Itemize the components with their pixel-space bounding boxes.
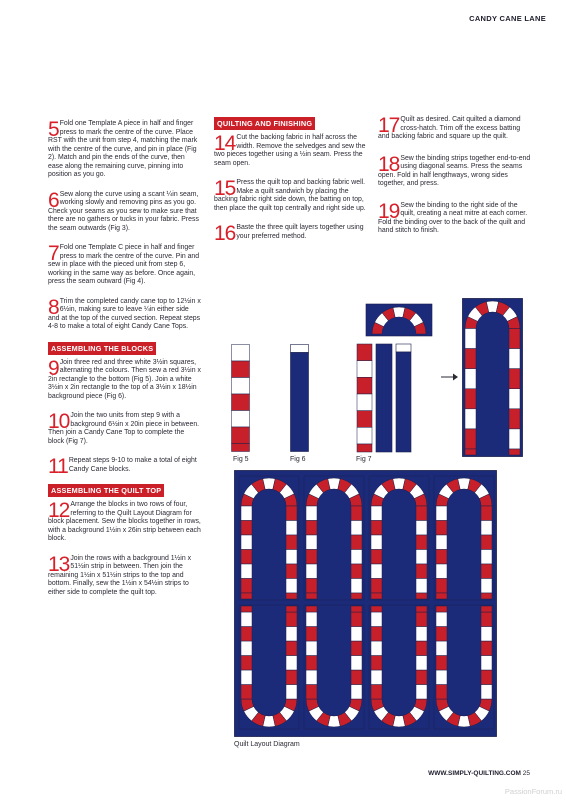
strip-square xyxy=(436,521,447,536)
strip-square xyxy=(306,670,317,685)
column-3 xyxy=(378,116,533,236)
strip-square xyxy=(436,550,447,565)
strip-square xyxy=(286,612,297,627)
strip-bottom xyxy=(371,606,382,612)
strip-square xyxy=(416,670,427,685)
strip-square xyxy=(306,685,317,700)
quilt-layout-label: Quilt Layout Diagram xyxy=(234,741,300,748)
step-17 xyxy=(378,116,533,142)
step-text: Press the quilt top and backing fabric well. Make a quilt sandwich by placing the backing fabric right side down, the batting on top, then place the quilt top centrally and right side up. xyxy=(214,179,366,212)
strip-square xyxy=(371,550,382,565)
step-text: Fold one Template A piece in half and finger press to mark the centre of the curve. Place RST with the unit from step 4, matching the mark with the centre of the curve, and pin in place (Fig 2). Match and pin the ends of the curve, then ease along the remaining curve, pinning into position as you go. xyxy=(48,120,198,178)
strip-square xyxy=(481,579,492,594)
strip-bottom xyxy=(436,606,447,612)
fig6-navy-background xyxy=(291,353,309,452)
strip-square xyxy=(351,612,362,627)
strip-square xyxy=(436,535,447,550)
strip-square xyxy=(286,641,297,656)
step-text: Fold one Template C piece in half and finger press to mark the centre of the curve. Pin and sew in place with the pieced unit from step 6, working in the same way as before. Once again, press the seam outward (Fig 4). xyxy=(48,244,200,285)
step-text: Cut the backing fabric in half across the width. Remove the selvedges and sew the two pieces together using a ½in seam. Press the seam open. xyxy=(214,134,366,167)
step-number: 17 xyxy=(378,114,400,137)
step-number: 15 xyxy=(214,177,236,200)
strip-bottom xyxy=(351,606,362,612)
step-text: Arrange the blocks in two rows of four, referring to the Quilt Layout Diagram for block placement. Sew the blocks together in rows, with a background 1½in x 26in strip between each block. xyxy=(48,501,201,542)
strip-square xyxy=(232,361,250,378)
strip-square xyxy=(436,670,447,685)
strip-bottom xyxy=(416,593,427,599)
step-number: 13 xyxy=(48,552,70,576)
strip-square xyxy=(416,685,427,700)
quilt-block xyxy=(434,476,494,600)
strip-square xyxy=(481,670,492,685)
strip-square xyxy=(465,369,476,389)
step-text: Trim the completed candy cane top to 12½in x 6½in, making sure to leave ¼in either side and at the top of the curved section. Repeat steps 4-8 to make a total of eight Candy Cane Tops. xyxy=(48,297,201,330)
strip-square xyxy=(357,344,372,361)
strip-square xyxy=(286,521,297,536)
strip-square xyxy=(416,550,427,565)
strip-square xyxy=(357,394,372,411)
quilt-block xyxy=(304,605,364,729)
step-6 xyxy=(48,188,201,234)
strip-square xyxy=(481,564,492,579)
strip-square xyxy=(286,627,297,642)
strip-square xyxy=(241,656,252,671)
strip-bottom xyxy=(481,606,492,612)
step-19 xyxy=(378,199,533,236)
strip-square xyxy=(351,656,362,671)
strip-square xyxy=(232,427,250,444)
step-text: Join the rows with a background 1½in x 51½in strip in between. Then join the remaining 1½in x 51½in strips to the top and bottom. Finally, sew the 1½in x 54½in strips to either side to complete the quilt top. xyxy=(48,554,192,596)
strip-square xyxy=(436,656,447,671)
strip-square xyxy=(436,506,447,521)
strip-square xyxy=(371,612,382,627)
step-12 xyxy=(48,501,201,544)
step-number: 9 xyxy=(48,356,59,380)
step-number: 11 xyxy=(48,455,68,478)
step-number: 5 xyxy=(48,118,59,141)
strip-square xyxy=(371,627,382,642)
strip-square xyxy=(232,411,250,428)
strip-square xyxy=(465,349,476,369)
strip-square xyxy=(241,506,252,521)
strip-bottom xyxy=(465,449,476,455)
strip-square xyxy=(416,521,427,536)
strip-square xyxy=(351,685,362,700)
strip-square xyxy=(306,521,317,536)
strip-square xyxy=(241,641,252,656)
watermark: PassionForum.ru xyxy=(504,787,562,796)
step-number: 18 xyxy=(378,152,400,176)
strip-square xyxy=(306,656,317,671)
strip-square xyxy=(286,506,297,521)
fig6-diagram xyxy=(290,344,310,452)
step-number: 16 xyxy=(214,222,236,245)
strip-square xyxy=(241,627,252,642)
step-16 xyxy=(214,222,367,245)
strip-square xyxy=(286,535,297,550)
strip-square xyxy=(306,641,317,656)
strip-square xyxy=(509,329,520,349)
step-number: 8 xyxy=(48,295,59,319)
strip-square xyxy=(286,564,297,579)
strip-square xyxy=(351,521,362,536)
strip-bottom xyxy=(232,444,250,452)
fig5-label: Fig 5 xyxy=(233,456,249,463)
strip-square xyxy=(416,612,427,627)
strip-square xyxy=(416,535,427,550)
strip-square xyxy=(465,409,476,429)
strip-square xyxy=(306,550,317,565)
strip-square xyxy=(351,641,362,656)
page-number: 25 xyxy=(522,770,530,777)
strip-square xyxy=(509,369,520,389)
strip-square xyxy=(436,641,447,656)
step-9 xyxy=(48,356,201,402)
footer xyxy=(428,770,530,777)
strip-square xyxy=(465,329,476,349)
step-text: Sew along the curve using a scant ¼in seam, working slowly and removing pins as you go. Check your seams as you sew to make sure that there are no gathers or tucks in your fabric. Press the seam outwards (Fig 3). xyxy=(48,190,199,232)
step-number: 19 xyxy=(378,199,400,223)
strip-square xyxy=(286,579,297,594)
strip-bottom xyxy=(416,606,427,612)
strip-bottom xyxy=(481,593,492,599)
strip-square xyxy=(351,535,362,550)
footer-site: WWW.SIMPLY-QUILTING.COM xyxy=(428,770,521,777)
heading-quilting-finishing: QUILTING AND FINISHING xyxy=(214,117,315,130)
step-7 xyxy=(48,244,201,287)
strip-square xyxy=(232,394,250,411)
fig5-diagram xyxy=(231,344,251,452)
step-number: 12 xyxy=(48,499,70,522)
fig7-navy-center xyxy=(376,344,392,452)
section-title: CANDY CANE LANE xyxy=(469,14,546,23)
strip-square xyxy=(241,535,252,550)
strip-bottom xyxy=(436,593,447,599)
quilt-block xyxy=(304,476,364,600)
step-text: Quilt as desired. Cait quilted a diamond cross-hatch. Trim off the excess batting and backing fabric and square up the quilt. xyxy=(378,116,521,140)
strip-square xyxy=(436,612,447,627)
strip-square xyxy=(481,521,492,536)
strip-square xyxy=(241,579,252,594)
heading-assembling-quilt-top: ASSEMBLING THE QUILT TOP xyxy=(48,484,164,497)
strip-bottom xyxy=(306,593,317,599)
strip-square xyxy=(232,345,250,362)
step-text: Baste the three quilt layers together using your preferred method. xyxy=(236,224,364,240)
quilt-layout-diagram xyxy=(234,470,498,738)
fig7-diagram xyxy=(356,296,440,454)
strip-bottom xyxy=(306,606,317,612)
strip-square xyxy=(241,685,252,700)
strip-square xyxy=(416,627,427,642)
arrow-right-icon xyxy=(441,372,459,382)
step-11 xyxy=(48,455,201,478)
step-18 xyxy=(378,152,533,189)
strip-square xyxy=(351,506,362,521)
strip-square xyxy=(241,670,252,685)
strip-square xyxy=(351,627,362,642)
strip-square xyxy=(371,685,382,700)
strip-square xyxy=(481,535,492,550)
strip-bottom xyxy=(286,606,297,612)
heading-assembling-blocks: ASSEMBLING THE BLOCKS xyxy=(48,342,156,355)
quilt-block xyxy=(239,605,299,729)
step-text: Join the two units from step 9 with a background 6½in x 20in piece in between. Then join a Candy Cane Top to complete the block (Fig 7). xyxy=(48,412,200,445)
strip-square xyxy=(481,627,492,642)
strip-square xyxy=(232,378,250,395)
strip-square xyxy=(436,564,447,579)
strip-square xyxy=(306,506,317,521)
strip-square xyxy=(416,579,427,594)
column-1 xyxy=(48,120,201,597)
strip-square xyxy=(306,535,317,550)
fig6-white-top xyxy=(291,345,309,353)
strip-square xyxy=(371,641,382,656)
strip-square xyxy=(481,685,492,700)
step-15 xyxy=(214,179,367,213)
fig7-red-white-strip xyxy=(357,344,372,452)
strip-square xyxy=(306,627,317,642)
fig7-candy-cane-top xyxy=(366,304,432,336)
strip-bottom xyxy=(357,444,372,452)
quilt-block xyxy=(369,476,429,600)
strip-square xyxy=(357,427,372,444)
strip-square xyxy=(416,656,427,671)
strip-square xyxy=(286,656,297,671)
strip-square xyxy=(481,550,492,565)
step-number: 6 xyxy=(48,188,59,212)
strip-square xyxy=(416,506,427,521)
strip-bottom xyxy=(241,606,252,612)
strip-square xyxy=(351,579,362,594)
strip-bottom xyxy=(509,449,520,455)
strip-square xyxy=(351,550,362,565)
strip-square xyxy=(371,521,382,536)
strip-square xyxy=(241,612,252,627)
strip-bottom xyxy=(241,593,252,599)
strip-square xyxy=(416,564,427,579)
strip-square xyxy=(416,641,427,656)
strip-square xyxy=(436,627,447,642)
strip-square xyxy=(509,349,520,369)
quilt-block xyxy=(239,476,299,600)
strip-square xyxy=(481,656,492,671)
strip-square xyxy=(509,409,520,429)
strip-square xyxy=(371,506,382,521)
step-text: Repeat steps 9-10 to make a total of eight Candy Cane blocks. xyxy=(68,457,197,473)
column-2 xyxy=(214,113,367,245)
step-13 xyxy=(48,552,201,598)
strip-square xyxy=(371,579,382,594)
strip-square xyxy=(351,564,362,579)
step-10 xyxy=(48,412,201,446)
strip-square xyxy=(481,506,492,521)
step-number: 7 xyxy=(48,242,59,265)
step-5 xyxy=(48,120,201,180)
strip-square xyxy=(481,641,492,656)
strip-square xyxy=(351,670,362,685)
strip-square xyxy=(286,550,297,565)
strip-square xyxy=(436,579,447,594)
fig7-label: Fig 7 xyxy=(356,456,372,463)
strip-square xyxy=(371,535,382,550)
step-14 xyxy=(214,134,367,168)
step-text: Join three red and three white 3½in squares, alternating the colours. Then sew a red 3½in x 2in rectangle to the bottom (Fig 5). Join a white 3½in x 2in rectangle to the top of a 3½in x 18½in background piece (Fig 6). xyxy=(48,358,201,400)
strip-square xyxy=(241,550,252,565)
strip-square xyxy=(371,656,382,671)
steps-5-8 xyxy=(48,120,201,332)
step-text: Sew the binding strips together end-to-end using diagonal seams. Press the seams open. Fold in half lengthways, wrong sides together, and press. xyxy=(378,154,531,187)
fig6-label: Fig 6 xyxy=(290,456,306,463)
strip-square xyxy=(509,429,520,449)
fig7-right-strip xyxy=(396,344,411,452)
strip-square xyxy=(306,564,317,579)
step-text: Sew the binding to the right side of the quilt, creating a neat mitre at each corner. Fold the binding over to the back of the quilt and hand stitch to finish. xyxy=(378,201,528,234)
strip-square xyxy=(241,521,252,536)
strip-square xyxy=(371,670,382,685)
strip-square xyxy=(306,579,317,594)
strip-square xyxy=(436,685,447,700)
fig5-strip xyxy=(232,345,250,452)
strip-square xyxy=(465,429,476,449)
strip-square xyxy=(286,685,297,700)
step-number: 14 xyxy=(214,132,236,155)
strip-square xyxy=(241,564,252,579)
strip-square xyxy=(509,389,520,409)
step-8 xyxy=(48,295,201,332)
strip-square xyxy=(465,389,476,409)
strip-square xyxy=(371,564,382,579)
strip-bottom xyxy=(286,593,297,599)
strip-bottom xyxy=(371,593,382,599)
quilt-block xyxy=(434,605,494,729)
strip-square xyxy=(306,612,317,627)
strip-square xyxy=(481,612,492,627)
strip-square xyxy=(357,377,372,394)
step-number: 10 xyxy=(48,410,70,433)
completed-block-diagram xyxy=(462,298,524,458)
strip-bottom xyxy=(351,593,362,599)
quilt-block xyxy=(369,605,429,729)
strip-square xyxy=(357,411,372,428)
strip-square xyxy=(357,361,372,378)
strip-square xyxy=(286,670,297,685)
